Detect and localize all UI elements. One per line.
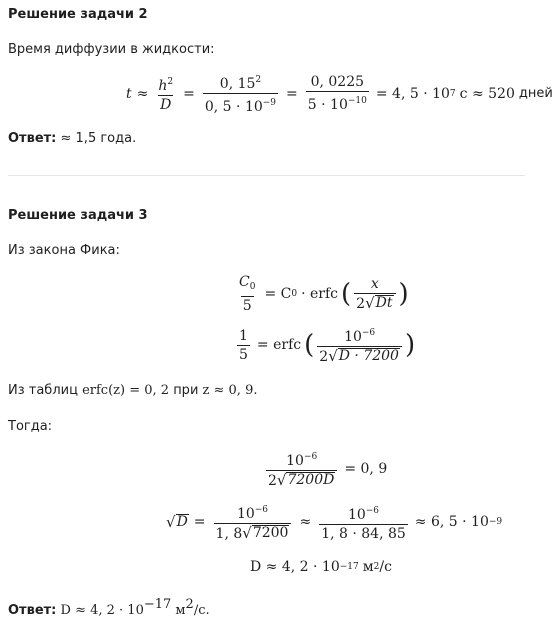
frac-1-5 bbox=[237, 328, 250, 363]
task3-heading: Решение задачи 3 bbox=[8, 208, 148, 223]
eqA-erfc: · erfc bbox=[301, 286, 338, 302]
eq-result-exp: 7 bbox=[449, 88, 456, 99]
eqB-exp: −6 bbox=[361, 328, 376, 338]
frac-h2-D bbox=[156, 74, 175, 113]
task3-intro: Из закона Фика: bbox=[8, 243, 120, 258]
task2-answer-label: Ответ: bbox=[8, 131, 57, 146]
task2-intro: Время диффузии в жидкости: bbox=[8, 42, 215, 57]
task3-answer-unitexp: 2 bbox=[185, 597, 194, 612]
eqA-C-sub: 0 bbox=[249, 282, 256, 292]
eqD-approx: ≈ bbox=[299, 514, 312, 530]
table-note bbox=[8, 383, 257, 398]
eqD-exp1: −6 bbox=[254, 505, 269, 515]
eqC-inner: 7200D bbox=[287, 472, 335, 488]
eqD-d2: 1, 8 · 84, 85 bbox=[321, 525, 406, 542]
eqE-unit2: /с bbox=[379, 559, 392, 575]
eqD-ten1: 10 bbox=[236, 506, 255, 522]
fick-equation-2: $\frac{1}{5}$ = erfc ( $10^{-6}$ 2 √ D · 7200 ) bbox=[234, 325, 415, 365]
eqE-lhs: D ≈ 4, 2 · 10 bbox=[250, 559, 340, 575]
eqD-rhs: ≈ 6, 5 · 10 bbox=[414, 514, 489, 530]
eqE-unit: м bbox=[362, 559, 374, 575]
eq-days: дней bbox=[518, 86, 553, 101]
frac-10-2sqrtD7200: $10^{-6}$ 2 √ D · 7200 bbox=[317, 325, 402, 365]
eq-den1: 0, 5 · 10 bbox=[204, 99, 263, 115]
eqB-inner: D · 7200 bbox=[338, 348, 399, 364]
equation-E bbox=[250, 559, 392, 575]
eqA-x: x bbox=[370, 276, 379, 292]
eq-den2-exp: −10 bbox=[347, 96, 367, 106]
eqD-d1pre: 1, 8 bbox=[215, 526, 243, 542]
frac-C: $10^{-6}$ 2 √ 7200D bbox=[266, 449, 337, 489]
eq-t: t bbox=[126, 85, 132, 102]
frac-x-2sqrtDt: x 2 √ Dt bbox=[354, 276, 395, 312]
eq-result: = 4, 5 · 10 bbox=[375, 85, 450, 102]
eq-equals-2: = bbox=[286, 85, 298, 102]
eqA-rhs: = C bbox=[264, 286, 292, 302]
eqC-exp: −6 bbox=[303, 452, 318, 462]
eqB-ten: 10 bbox=[344, 329, 362, 345]
table-note-mid: при bbox=[173, 383, 199, 398]
section-divider bbox=[8, 175, 525, 176]
eq-h-exp: 2 bbox=[167, 77, 174, 87]
task2-answer-text: ≈ 1,5 года. bbox=[60, 131, 137, 146]
eqB-five: 5 bbox=[239, 346, 248, 363]
eqB-erfc: = erfc bbox=[256, 337, 302, 353]
eqD-ten2: 10 bbox=[347, 506, 366, 523]
eq-den2: 5 · 10 bbox=[307, 97, 348, 113]
task2-answer bbox=[8, 131, 136, 146]
eqA-five: 5 bbox=[242, 298, 252, 314]
fick-equation-1: $\frac{C_0}{5}$ = C 0 · erfc ( x 2 √ Dt ) bbox=[239, 274, 409, 314]
eqA-C: C bbox=[239, 274, 250, 290]
eq-den1-exp: −9 bbox=[262, 98, 277, 108]
task2-heading: Решение задачи 2 bbox=[8, 7, 148, 22]
task2-equation bbox=[126, 72, 553, 115]
frac-2 bbox=[203, 72, 278, 115]
eq-num1: 0, 15 bbox=[219, 76, 256, 92]
task3-answer-exp: −17 bbox=[143, 597, 172, 612]
eqB-two: 2 bbox=[319, 349, 329, 365]
task3-answer-unit: м bbox=[175, 603, 186, 618]
eq-approx: ≈ bbox=[136, 85, 149, 102]
equation-D: √ D = $10^{-6}$ 1, 8 √ 7200 ≈ $\frac{10^{-6}}{1, 8 \cdot 84, 85}$ ≈ 6, 5 · 10 −9 bbox=[166, 502, 502, 542]
equation-C bbox=[263, 449, 387, 489]
eqC-rhs: = 0, 9 bbox=[344, 461, 388, 477]
eqD-d1in: 7200 bbox=[252, 525, 289, 541]
frac-D1: $10^{-6}$ 1, 8 √ 7200 bbox=[214, 502, 292, 542]
eq-num2: 0, 0225 bbox=[310, 74, 365, 90]
eqC-two: 2 bbox=[268, 473, 277, 489]
eq-h: h bbox=[158, 78, 168, 94]
eqA-Dt: Dt bbox=[375, 295, 393, 311]
eqA-rhs-sub: 0 bbox=[291, 289, 298, 299]
table-note-math1: erfc(z) = 0, 2 bbox=[82, 383, 170, 398]
table-note-math2: z ≈ 0, 9. bbox=[202, 383, 258, 398]
eq-equals-1: = bbox=[183, 85, 195, 102]
task3-answer-unit2: /с. bbox=[193, 603, 210, 618]
eqB-one: 1 bbox=[239, 327, 248, 344]
eqD-D: D bbox=[176, 514, 188, 530]
eqD-eq: = bbox=[193, 514, 206, 530]
table-note-pre: Из таблиц bbox=[8, 383, 78, 398]
then-label: Тогда: bbox=[8, 419, 53, 434]
eq-unit: с ≈ 520 bbox=[459, 85, 515, 102]
eq-D: D bbox=[160, 97, 172, 113]
eqE-unitexp: 2 bbox=[373, 562, 380, 572]
eqC-ten: 10 bbox=[286, 453, 304, 469]
task3-answer bbox=[8, 597, 210, 618]
frac-D2 bbox=[319, 503, 408, 542]
eqD-exp3: −9 bbox=[488, 517, 503, 527]
eq-num1-exp: 2 bbox=[255, 75, 262, 85]
eqD-exp2: −6 bbox=[365, 505, 380, 516]
eqA-two: 2 bbox=[356, 296, 366, 312]
eqE-exp: −17 bbox=[339, 562, 359, 572]
frac-3 bbox=[306, 74, 369, 113]
task3-answer-label: Ответ: bbox=[8, 603, 57, 618]
task3-answer-math: D ≈ 4, 2 · 10 bbox=[60, 603, 144, 618]
frac-C0-5 bbox=[237, 274, 257, 314]
